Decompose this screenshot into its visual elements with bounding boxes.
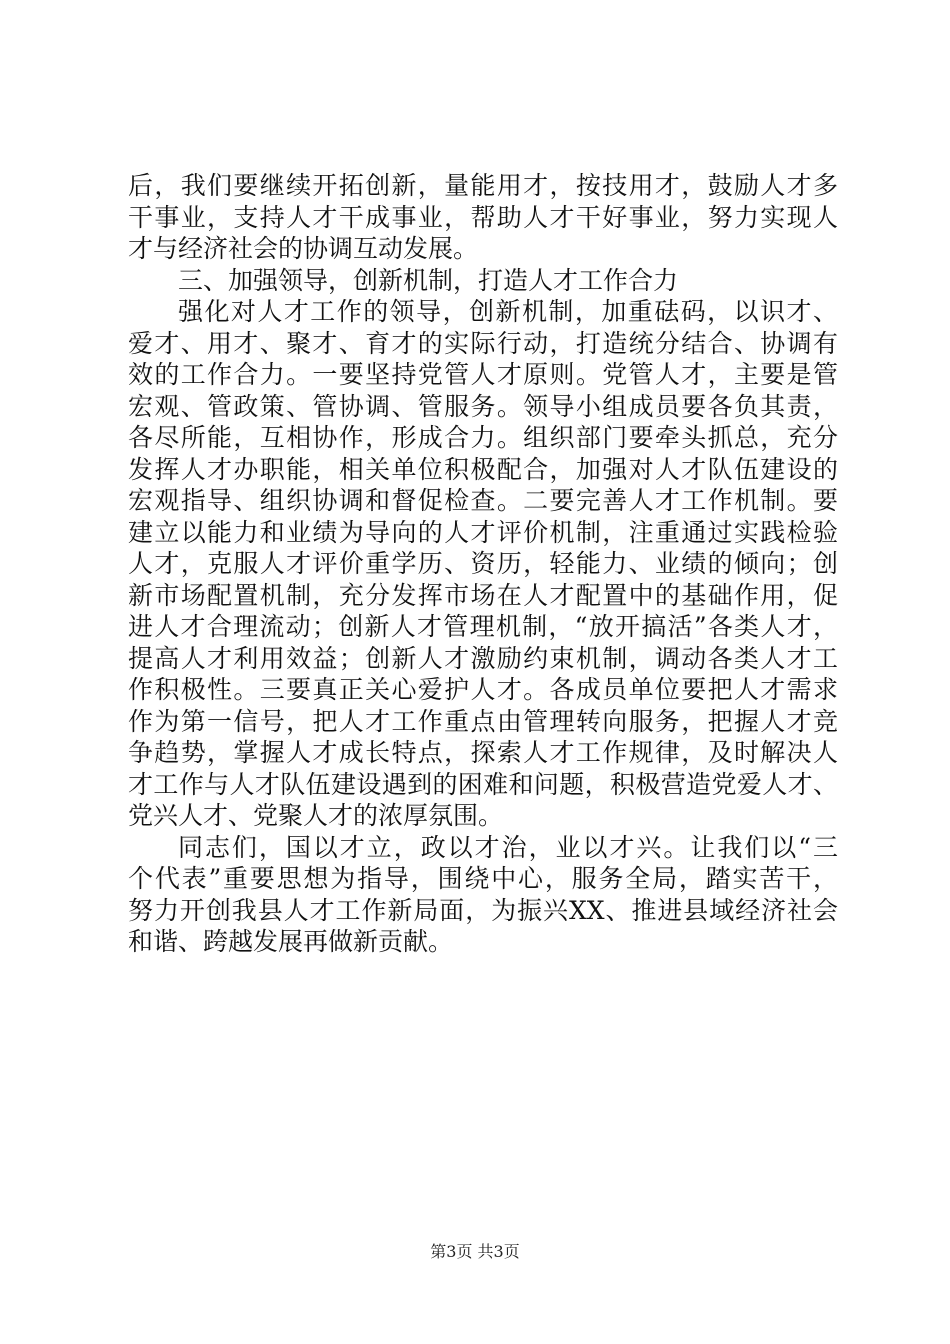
text-line: 干事业，支持人才干成事业，帮助人才干好事业，努力实现人 (128, 202, 838, 232)
text-line: 提高人才利用效益；创新人才激励约束机制，调动各类人才工 (128, 643, 838, 673)
text-line: 新市场配置机制，充分发挥市场在人才配置中的基础作用，促 (128, 580, 838, 610)
text-line: 和谐、跨越发展再做新贡献。 (128, 927, 454, 956)
text-line: 个代表”重要思想为指导，围绕中心，服务全局，踏实苦干， (128, 864, 838, 893)
paragraph-leadership-mechanism (128, 296, 838, 832)
text-line: 同志们，国以才立，政以才治，业以才兴。让我们以“三 (178, 832, 838, 862)
text-line: 党兴人才、党聚人才的浓厚氛围。 (128, 801, 504, 830)
section-heading-three (128, 265, 838, 297)
text-line: 强化对人才工作的领导，创新机制，加重砝码，以识才、 (178, 297, 838, 326)
section-heading-text: 三、加强领导，创新机制，打造人才工作合力 (178, 265, 679, 295)
text-line: 发挥人才办职能，相关单位积极配合，加强对人才队伍建设的 (128, 454, 838, 484)
text-line: 宏观指导、组织协调和督促检查。二要完善人才工作机制。要 (128, 486, 838, 515)
text-line: 效的工作合力。一要坚持党管人才原则。党管人才，主要是管 (128, 360, 838, 389)
text-line: 作积极性。三要真正关心爱护人才。各成员单位要把人才需求 (128, 675, 838, 704)
document-body (128, 170, 838, 958)
text-line: 宏观、管政策、管协调、管服务。领导小组成员要各负其责， (128, 391, 838, 421)
paragraph-conclusion (128, 832, 838, 958)
text-line: 努力开创我县人才工作新局面，为振兴XX、推进县域经济社会 (128, 895, 838, 925)
text-line: 争趋势，掌握人才成长特点，探索人才工作规律，及时解决人 (128, 738, 838, 767)
page-footer (0, 1242, 950, 1262)
text-line: 建立以能力和业绩为导向的人才评价机制，注重通过实践检验 (128, 517, 838, 547)
text-line: 才工作与人才队伍建设遇到的困难和问题，积极营造党爱人才、 (128, 769, 838, 799)
text-line: 后，我们要继续开拓创新，量能用才，按技用才，鼓励人才多 (128, 171, 838, 200)
paragraph-closing-continuation (128, 170, 838, 265)
text-line: 作为第一信号，把人才工作重点由管理转向服务，把握人才竞 (128, 706, 838, 736)
text-line: 各尽所能，互相协作，形成合力。组织部门要牵头抓总，充分 (128, 423, 838, 452)
text-line: 才与经济社会的协调互动发展。 (128, 234, 479, 263)
text-line: 人才，克服人才评价重学历、资历，轻能力、业绩的倾向；创 (128, 549, 838, 578)
text-line: 进人才合理流动；创新人才管理机制，“放开搞活”各类人才， (128, 612, 838, 641)
page-number-label: 第3页 共3页 (430, 1242, 520, 1261)
text-line: 爱才、用才、聚才、育才的实际行动，打造统分结合、协调有 (128, 328, 838, 358)
